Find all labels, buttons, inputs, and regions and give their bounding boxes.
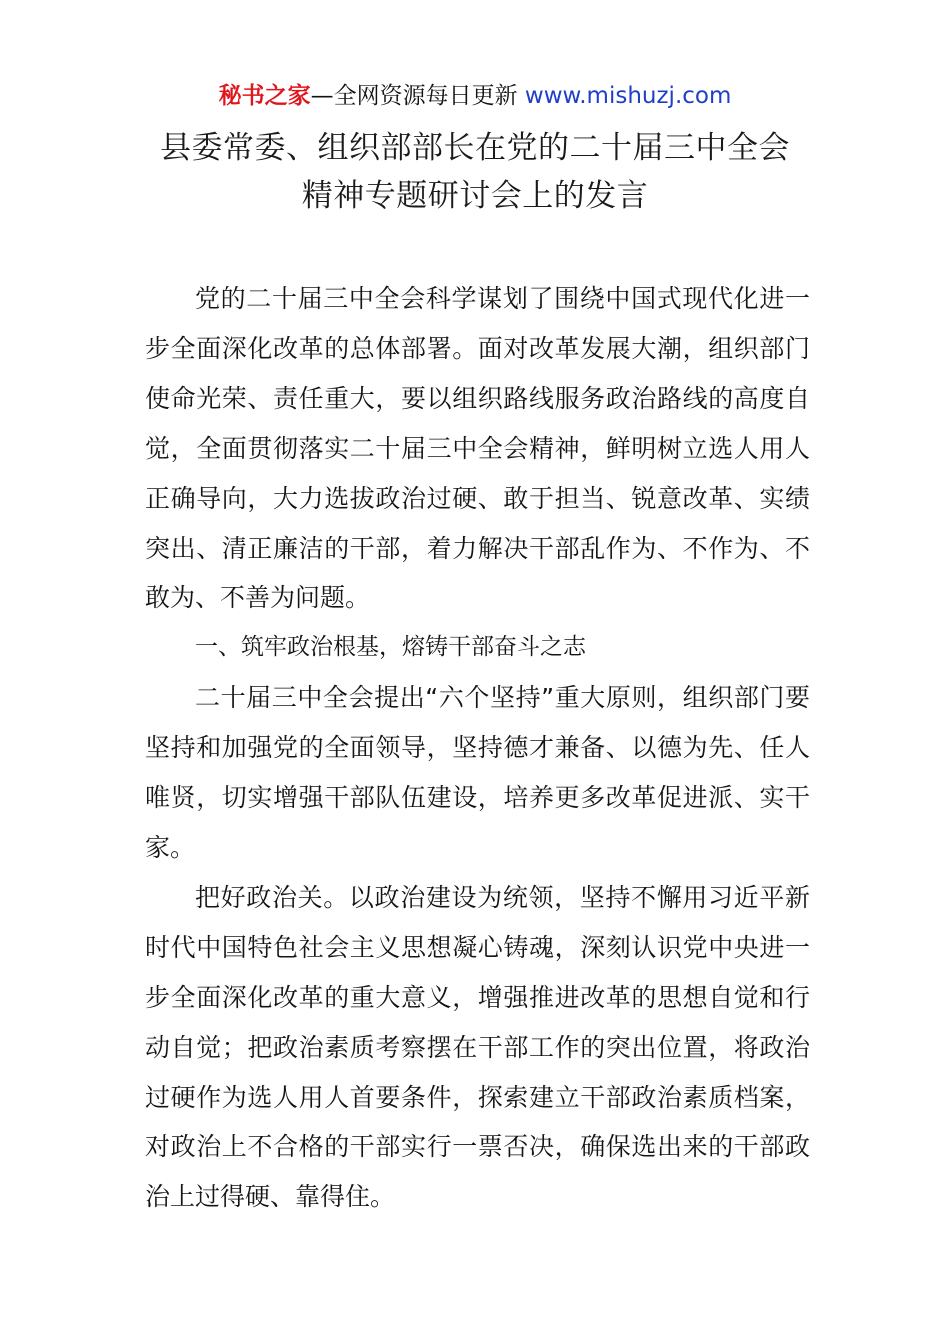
document-body (145, 274, 810, 1222)
section-heading-1: 一、筑牢政治根基，熔铸干部奋斗之志 (195, 634, 586, 661)
paragraph-intro: 党的二十届三中全会科学谋划了围绕中国式现代化进一步全面深化改革的总体部署。面对改革发展大潮，组织部门使命光荣、责任重大，要以组织路线服务政治路线的高度自觉，全面贯彻落实二十届三中全会精神，鲜明树立选人用人正确导向，大力选拔政治过硬、敢于担当、锐意改革、实绩突出、清正廉洁的干部，着力解决干部乱作为、不作为、不敢为、不善为问题。 (145, 284, 810, 613)
header-tagline: —全网资源每日更新 (310, 83, 525, 109)
paragraph-section-1: 二十届三中全会提出“六个坚持”重大原则，组织部门要坚持和加强党的全面领导，坚持德才兼备、以德为先、任人唯贤，切实增强干部队伍建设，培养更多改革促进派、实干家。 (145, 683, 810, 862)
site-header (0, 80, 950, 112)
document-title-line-1: 县委常委、组织部部长在党的二十届三中全会 (160, 130, 790, 166)
site-url-link[interactable]: www.mishuzj.com (524, 83, 732, 109)
document-title-line-2: 精神专题研讨会上的发言 (301, 178, 649, 214)
brand-name: 秘书之家 (218, 83, 311, 109)
paragraph-political-check: 把好政治关。以政治建设为统领，坚持不懈用习近平新时代中国特色社会主义思想凝心铸魂，深刻认识党中央进一步全面深化改革的重大意义，增强推进改革的思想自觉和行动自觉；把政治素质考察摆在干部工作的突出位置，将政治过硬作为选人用人首要条件，探索建立干部政治素质档案，对政治上不合格的干部实行一票否决，确保选出来的干部政治上过得硬、靠得住。 (145, 882, 810, 1212)
